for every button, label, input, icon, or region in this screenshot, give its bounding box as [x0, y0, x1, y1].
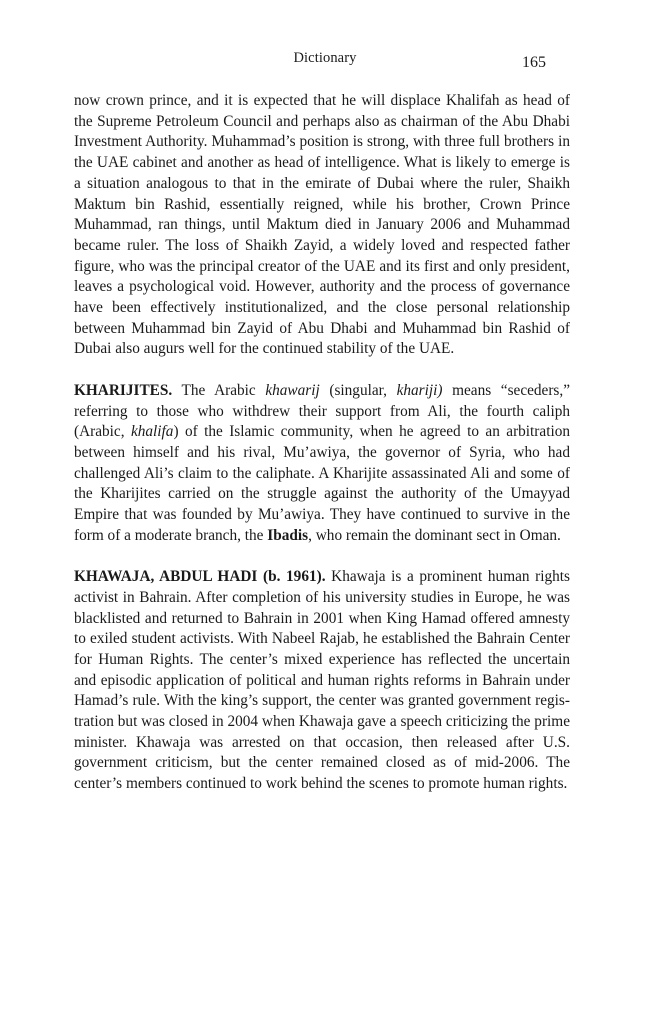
body-text	[74, 91, 570, 795]
page-number: 165	[522, 54, 546, 71]
entry-text: Khawaja is a prominent human rights activist in Bahrain. After completion of his university studies in Europe, he was blacklisted and returned to Bahrain in 2001 when King Hamad offered amnesty to exiled student activists. With Nabeel Rajab, he established the Bahrain Center for Human Rights. The center’s mixed experience has reflected the uncertain and episodic application of political and human rights reforms in Bahrain under Hamad’s rule. With the king’s support, the center was granted government registration but was closed in 2004 when Khawaja gave a speech criticizing the prime minister. Khawaja was arrested on that occasion, then released after U.S. government criticism, but the center remained closed as of mid-2006. The center’s members continued to work behind the scenes to promote human rights.	[74, 568, 571, 793]
entry-text: means “seceders,” referring to those who withdrew their support from Ali, the fourth caliph (Arabic,	[74, 381, 570, 441]
entry-text: , who remain the dominant sect in Oman.	[308, 526, 561, 544]
entry-text: The Arabic	[172, 381, 266, 399]
headword-kharijites: KHARIJITES.	[74, 381, 173, 399]
arabic-term: khalifa	[130, 423, 174, 441]
continuation-paragraph: now crown prince, and it is expected that he will displace Khalifah as head of the Supreme Petroleum Council and perhaps also as chairman of the Abu Dhabi Investment Authority. Muhammad’s position is strong, with three full brothers in the UAE cabinet and another as head of intelligence. What is likely to emerge is a situation analogous to that in the emirate of Dubai where the ruler, Shaikh Maktum bin Rashid, essentially reigned, while his brother, Crown Prince Muhammad, ran things, until Maktum died in January 2006 and Muhammad became ruler. The loss of Shaikh Zayid, a widely loved and respected father figure, who was the principal creator of the UAE and its first and only president, leaves a psychological void. However, authority and the process of governance have been effectively institutionalized, and the close personal relationship between Muhammad bin Zayid of Abu Dhabi and Muhammad bin Rashid of Dubai also augurs well for the continued stability of the UAE.	[74, 92, 570, 358]
entry-text: (singular,	[319, 381, 397, 399]
arabic-term: khawarij	[265, 381, 320, 399]
entry-khawaja	[74, 567, 570, 795]
entry-kharijites	[74, 381, 570, 547]
headword-khawaja: KHAWAJA, ABDUL HADI (b. 1961).	[74, 568, 326, 586]
running-head-title: Dictionary	[293, 50, 357, 66]
entry-text: ) of the Islamic community, when he agreed to an arbitration between himself and his rival, Mu’awiya, the governor of Syria, who had challenged Ali’s claim to the caliphate. A Kharijite assassinated Ali and some of the Kharijites carried on the struggle against the authority of the Umayyad Empire that was founded by Mu’awiya. They have continued to survive in the form of a moderate branch, the	[74, 423, 570, 544]
arabic-term: khariji)	[396, 381, 443, 399]
cross-reference-ibadis[interactable]: Ibadis	[267, 526, 309, 544]
